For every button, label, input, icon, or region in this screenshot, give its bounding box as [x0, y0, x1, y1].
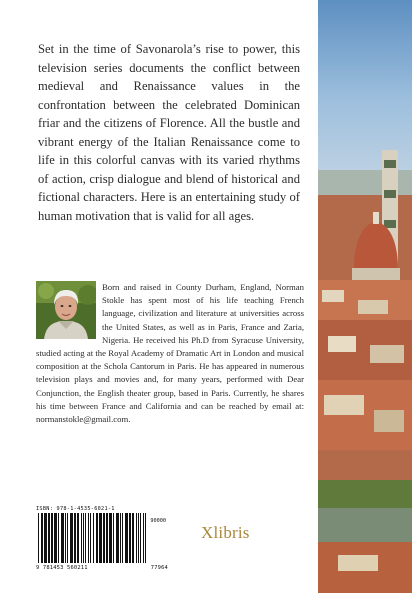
barcode-bar	[140, 513, 141, 563]
florence-cityscape	[318, 0, 412, 593]
isbn-barcode	[36, 505, 168, 577]
barcode-bar	[51, 513, 53, 563]
barcode-small-number: 77964	[150, 565, 168, 571]
barcode-bar	[67, 513, 68, 563]
barcode-bar	[41, 513, 43, 563]
florence-skyline-icon	[318, 0, 412, 593]
barcode-bar	[116, 513, 119, 563]
barcode-bar	[132, 513, 134, 563]
barcode-bar	[99, 513, 102, 563]
barcode-bars	[36, 513, 168, 563]
barcode-bar	[136, 513, 137, 563]
barcode-bar	[120, 513, 121, 563]
photo-spacer	[36, 281, 98, 345]
barcode-main-number: 9 781453 560211	[36, 565, 88, 571]
barcode-number	[36, 565, 168, 571]
book-blurb: Set in the time of Savonarola’s rise to power, this television series documents the conflict between medieval and Renaissance values in the confrontation between the celebrated Dominican friar and the citizens of Florence. All the bustle and vibrant energy of the Italian Renaissance come to life in this colorful canvas with its varied rhythms of action, crisp dialogue and blend of historical and fictional characters. Here is an entertaining study of human motivation that is valid for all ages.	[38, 42, 300, 223]
author-bio-text: Born and raised in County Durham, England, Norman Stokle has spent most of his life teaching French language, civilization and literature at universities across the United States, as well as in Paris, France and Zaria, Nigeria. He received his Ph.D from Syracuse University, studied acting at the Royal Academy of Dramatic Art in London and musical composition at the Schola Cantorum in Paris. He has appeared in numerous television plays and movies and, for many years, performed with Dear Conjunction, the English theater group, based in Paris. Currently, he shares his time between France and California and can be reached by email at: normanstokle@gmail.com.	[36, 282, 304, 425]
barcode-bar	[143, 513, 144, 563]
barcode-bar	[125, 513, 128, 563]
barcode-bar	[88, 513, 89, 563]
barcode-bar	[106, 513, 108, 563]
isbn-label: ISBN: 978-1-4535-6021-1	[36, 506, 115, 512]
barcode-bar	[44, 513, 47, 563]
barcode-bar	[70, 513, 73, 563]
barcode-bar	[85, 513, 86, 563]
barcode-bar	[58, 513, 59, 563]
barcode-bar	[74, 513, 76, 563]
barcode-bar	[122, 513, 123, 563]
barcode-bar	[138, 513, 139, 563]
barcode-bar	[129, 513, 131, 563]
barcode-bar	[48, 513, 50, 563]
barcode-bar	[38, 513, 39, 563]
barcode-bar	[113, 513, 114, 563]
barcode-bar	[103, 513, 105, 563]
barcode-bar	[83, 513, 84, 563]
barcode-bar	[61, 513, 64, 563]
barcode-bar	[109, 513, 112, 563]
barcode-bar	[81, 513, 82, 563]
barcode-bar	[145, 513, 146, 563]
author-bio	[36, 281, 304, 426]
price-code: 90000	[150, 518, 166, 524]
publisher-logo: Xlibris	[201, 523, 250, 542]
barcode-bar	[54, 513, 57, 563]
barcode-bar	[96, 513, 98, 563]
barcode-bar	[90, 513, 91, 563]
barcode-bar	[65, 513, 66, 563]
barcode-bar	[93, 513, 94, 563]
barcode-bar	[77, 513, 79, 563]
